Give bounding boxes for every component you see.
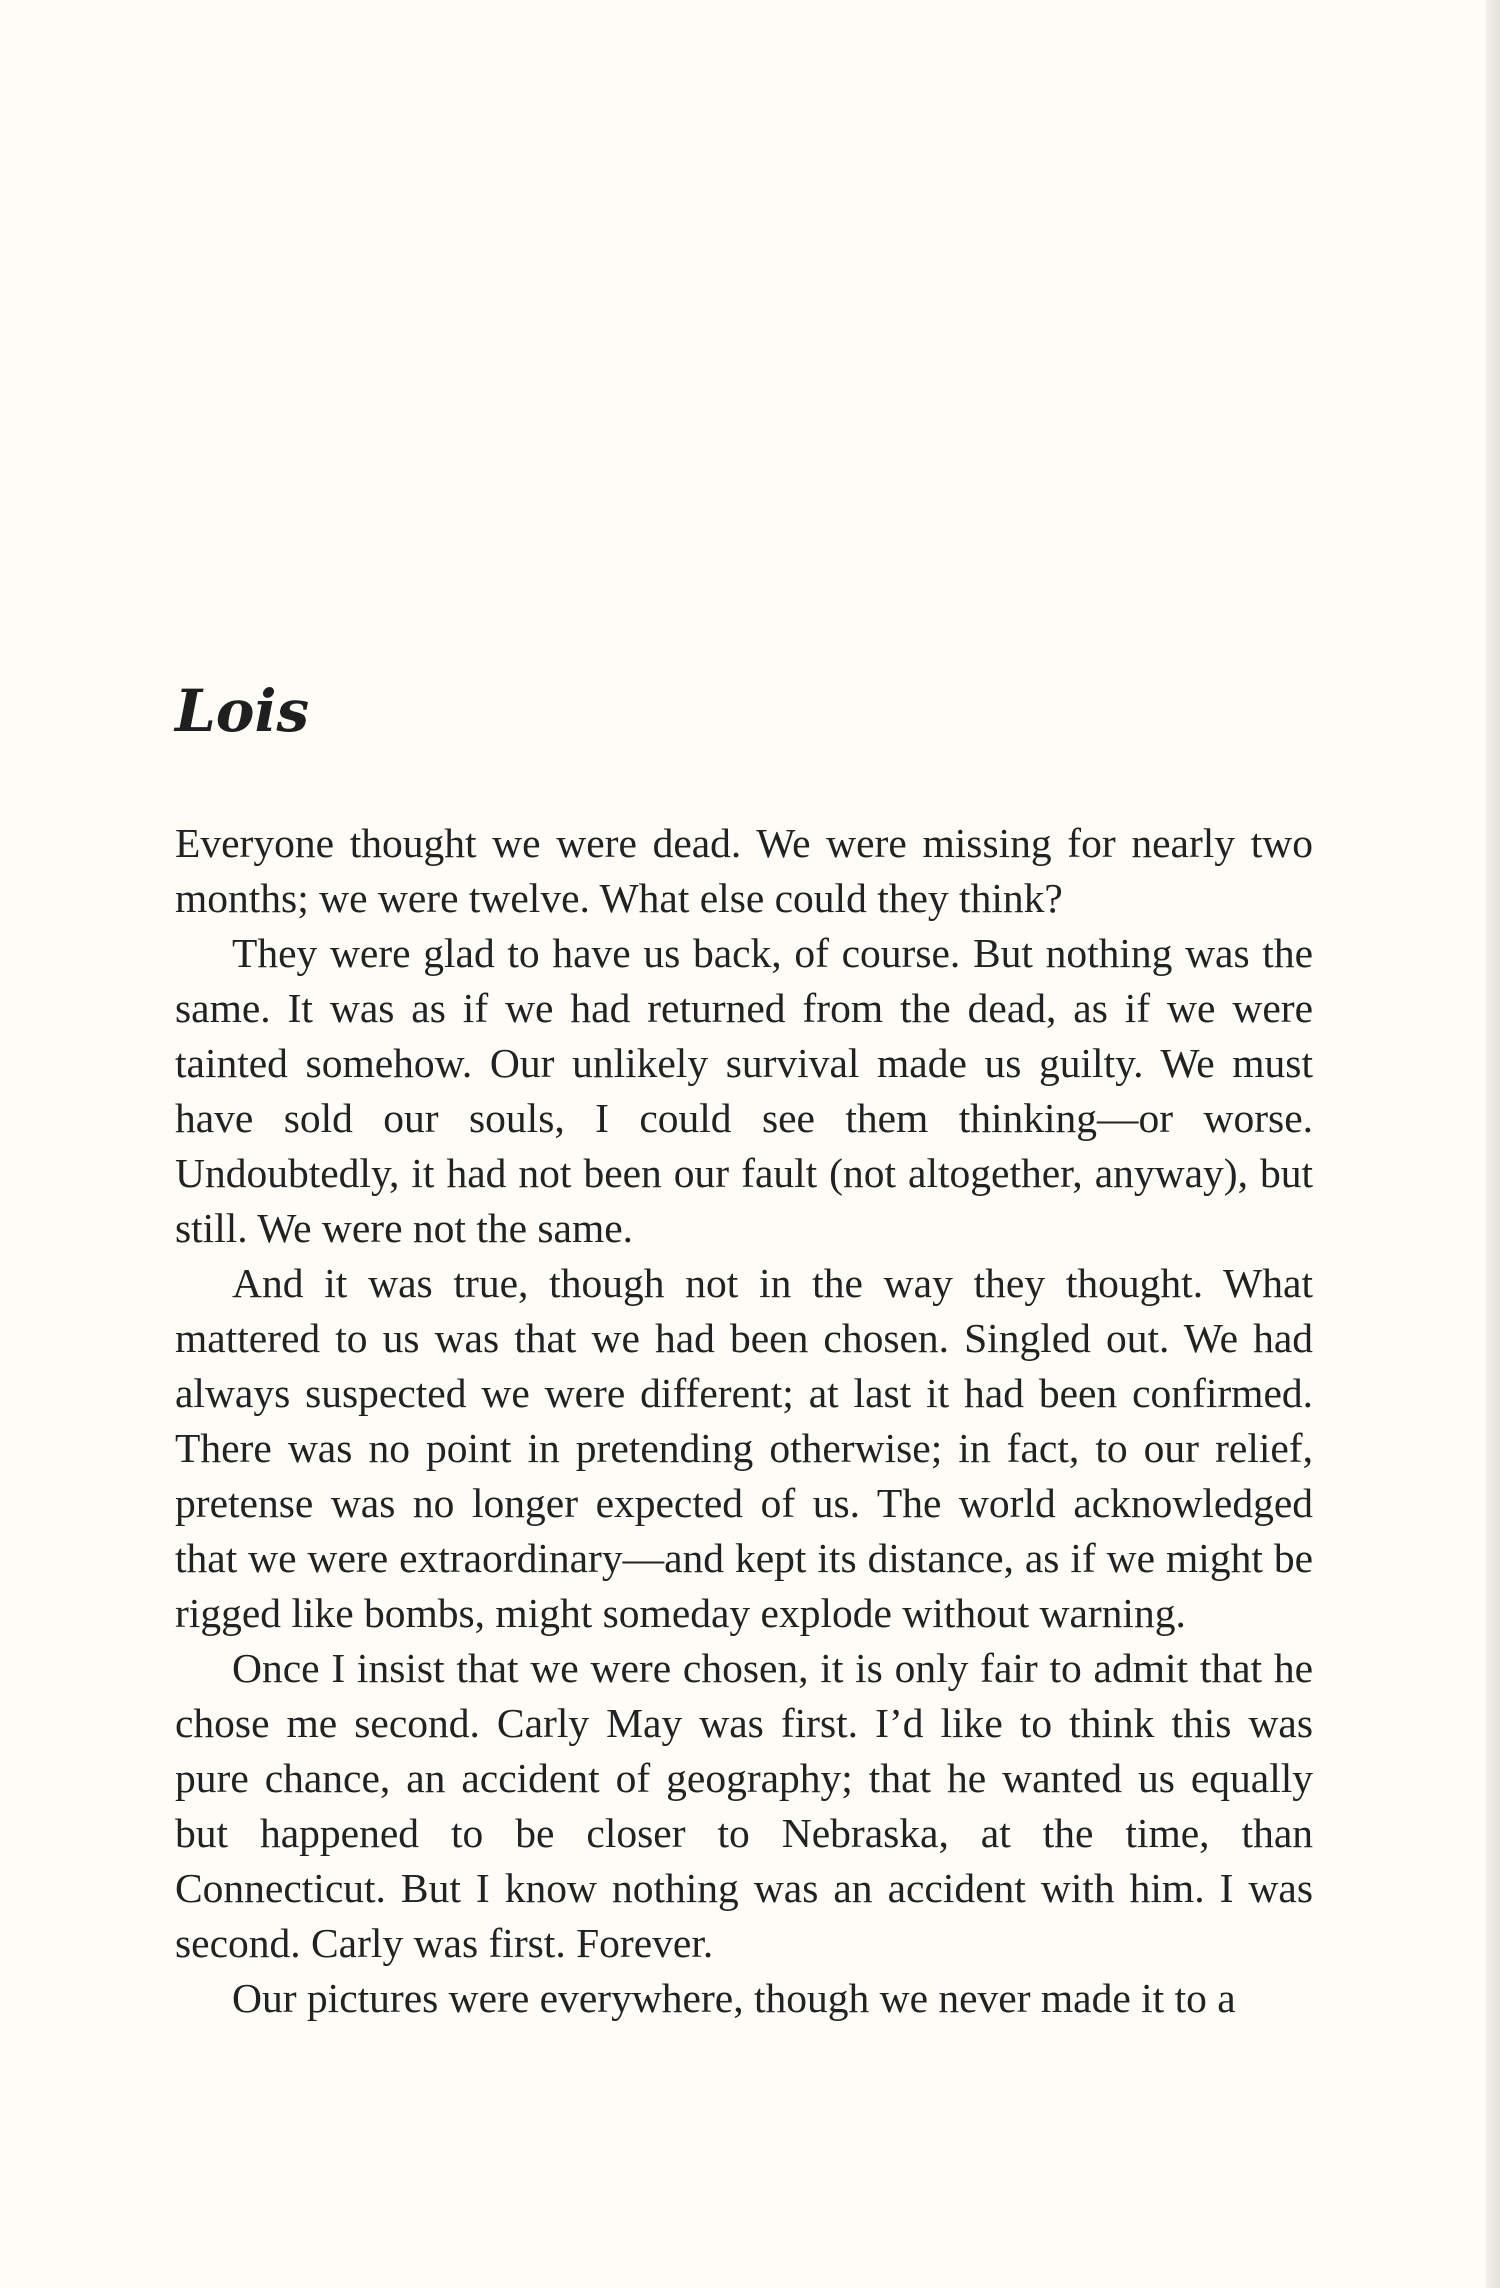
chapter-title: Lois — [175, 677, 310, 745]
body-text — [175, 816, 1313, 2026]
paragraph: And it was true, though not in the way they thought. What mattered to us was that we had been chosen. Singled out. We had always suspected we were different; at last it had been confirmed. There was no point in pretending otherwise; in fact, to our relief, pretense was no longer expected of us. The world acknowledged that we were extraordinary—and kept its distance, as if we might be rigged like bombs, might someday explode without warning. — [175, 1260, 1313, 1636]
paragraph: Everyone thought we were dead. We were missing for nearly two months; we were twelve. What else could they think? — [175, 820, 1313, 921]
paragraph: Our pictures were everywhere, though we never made it to a — [232, 1975, 1236, 2021]
paragraph: Once I insist that we were chosen, it is only fair to admit that he chose me second. Carly May was first. I’d like to think this was pure chance, an accident of geography; that he wanted us equally but happened to be closer to Nebraska, at the time, than Connecticut. But I know nothing was an accident with him. I was second. Carly was first. Forever. — [175, 1645, 1313, 1966]
page-edge — [1486, 0, 1500, 2288]
paragraph: They were glad to have us back, of course. But nothing was the same. It was as if we had returned from the dead, as if we were tainted somehow. Our unlikely survival made us guilty. We must have sold our souls, I could see them thinking—or worse. Undoubtedly, it had not been our fault (not altogether, anyway), but still. We were not the same. — [175, 930, 1313, 1251]
